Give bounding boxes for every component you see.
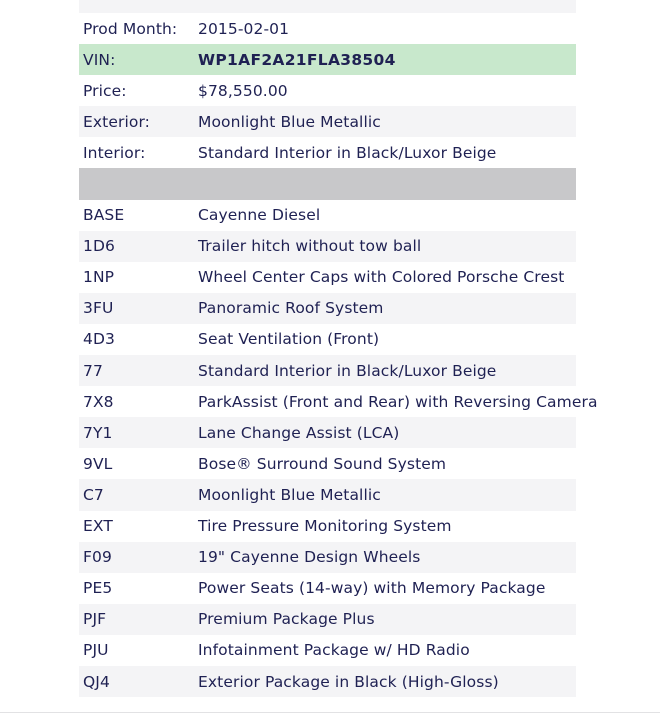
option-description: ParkAssist (Front and Rear) with Reversing Camera (198, 392, 598, 411)
exterior-label: Exterior: (83, 112, 150, 131)
section-divider (79, 168, 576, 199)
detail-row-prod-month (79, 13, 576, 44)
vin-value: WP1AF2A21FLA38504 (198, 50, 396, 69)
option-row (79, 231, 576, 262)
option-description: Panoramic Roof System (198, 299, 384, 318)
vin-label: VIN: (83, 50, 116, 69)
option-code: PJF (83, 610, 107, 629)
option-code: C7 (83, 485, 104, 504)
table-top-row (79, 0, 576, 13)
option-code: 1D6 (83, 237, 115, 256)
option-description: Infotainment Package w/ HD Radio (198, 641, 470, 660)
option-code: BASE (83, 206, 125, 225)
option-row (79, 386, 598, 417)
option-description: Wheel Center Caps with Colored Porsche Crest (198, 268, 565, 287)
prod-month-label: Prod Month: (83, 19, 178, 38)
price-label: Price: (83, 81, 127, 100)
vehicle-details-table (79, 0, 598, 697)
option-code: 9VL (83, 454, 113, 473)
detail-row-exterior (79, 106, 576, 137)
interior-label: Interior: (83, 143, 146, 162)
option-code: 7X8 (83, 392, 114, 411)
option-code: QJ4 (83, 672, 110, 691)
option-row (79, 417, 576, 448)
option-description: Moonlight Blue Metallic (198, 485, 381, 504)
option-row (79, 604, 576, 635)
option-row (79, 542, 576, 573)
option-code: F09 (83, 548, 112, 567)
option-row (79, 479, 576, 510)
option-code: EXT (83, 517, 113, 536)
option-description: Exterior Package in Black (High-Gloss) (198, 672, 499, 691)
option-description: Premium Package Plus (198, 610, 375, 629)
option-code: PE5 (83, 579, 113, 598)
option-row (79, 324, 576, 355)
option-code: PJU (83, 641, 109, 660)
price-value: $78,550.00 (198, 81, 288, 100)
option-description: Power Seats (14-way) with Memory Package (198, 579, 546, 598)
option-description: Seat Ventilation (Front) (198, 330, 380, 349)
option-description: 19" Cayenne Design Wheels (198, 548, 421, 567)
interior-value: Standard Interior in Black/Luxor Beige (198, 143, 497, 162)
option-code: 4D3 (83, 330, 115, 349)
detail-row-vin (79, 44, 576, 75)
footer-divider (0, 712, 660, 713)
option-code: 3FU (83, 299, 114, 318)
exterior-value: Moonlight Blue Metallic (198, 112, 381, 131)
option-row (79, 573, 576, 604)
option-row (79, 635, 576, 666)
option-description: Tire Pressure Monitoring System (198, 517, 452, 536)
option-row (79, 448, 576, 479)
option-row (79, 355, 576, 386)
option-description: Standard Interior in Black/Luxor Beige (198, 361, 497, 380)
option-description: Bose® Surround Sound System (198, 454, 447, 473)
option-code: 1NP (83, 268, 115, 287)
option-row (79, 666, 576, 697)
option-code: 77 (83, 361, 103, 380)
option-description: Lane Change Assist (LCA) (198, 423, 400, 442)
options-list (79, 200, 598, 698)
prod-month-value: 2015-02-01 (198, 19, 290, 38)
option-row (79, 293, 576, 324)
option-row (79, 200, 576, 231)
option-description: Trailer hitch without tow ball (198, 237, 422, 256)
detail-row-price (79, 75, 576, 106)
option-description: Cayenne Diesel (198, 206, 321, 225)
detail-row-interior (79, 137, 576, 168)
option-row (79, 262, 576, 293)
option-row (79, 511, 576, 542)
option-code: 7Y1 (83, 423, 113, 442)
